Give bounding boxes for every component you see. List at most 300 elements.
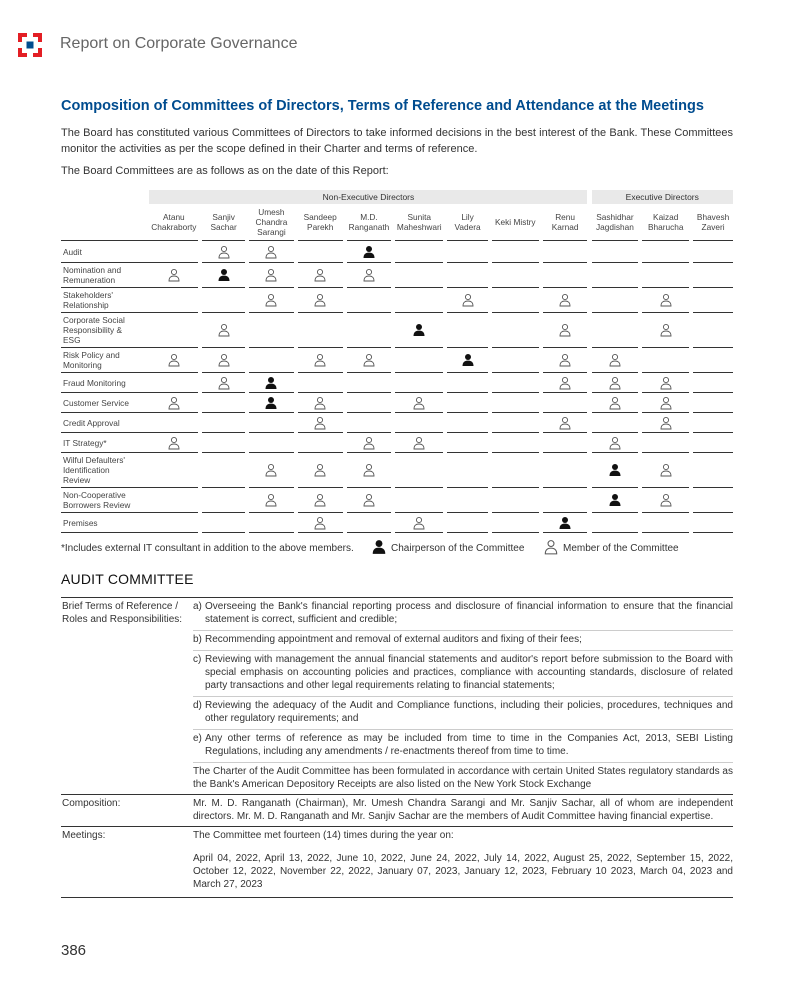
member-icon	[264, 268, 278, 282]
text-line: Bhavesh	[696, 212, 730, 222]
committee-row	[61, 393, 733, 413]
member-icon	[659, 416, 673, 430]
member-icon	[543, 539, 559, 555]
legend-chairperson-label: Chairperson of the Committee	[391, 542, 525, 554]
membership-cell	[249, 453, 294, 488]
membership-cell	[202, 241, 245, 263]
member-icon	[362, 268, 376, 282]
membership-cell	[298, 373, 343, 393]
membership-cell	[249, 313, 294, 348]
membership-cell	[492, 413, 539, 433]
audit-committee-title: AUDIT COMMITTEE	[61, 571, 194, 587]
membership-cell	[347, 313, 392, 348]
membership-cell	[492, 348, 539, 373]
text-line: IT Strategy*	[63, 437, 107, 448]
membership-cell	[149, 488, 198, 513]
composition-label: Composition:	[61, 795, 191, 827]
chairperson-icon	[461, 353, 475, 367]
committee-row	[61, 348, 733, 373]
membership-cell	[395, 348, 443, 373]
member-icon	[264, 463, 278, 477]
membership-cell	[395, 433, 443, 453]
text-line: Chandra	[255, 217, 288, 227]
membership-cell	[395, 413, 443, 433]
terms-item-letter: e)	[193, 733, 202, 744]
membership-cell	[249, 241, 294, 263]
terms-item-text: Recommending appointment and removal of external auditors and fixing of their fees;	[205, 634, 582, 645]
text-line: Credit Approval	[63, 417, 120, 428]
composition-text: Mr. M. D. Ranganath (Chairman), Mr. Umesh Chandra Sarangi and Mr. Sanjiv Sachar, all of whom are independent directors. Mr. M. D. Ranganath and Mr. Sanjiv Sachar are the members of Audit Committee having financial expertise.	[193, 798, 733, 822]
committee-membership-table	[61, 190, 733, 533]
group-header-blank	[61, 190, 149, 204]
legend-member	[543, 539, 679, 555]
membership-cell	[202, 393, 245, 413]
chairperson-icon	[217, 268, 231, 282]
committee-name	[61, 393, 149, 413]
member-icon	[313, 463, 327, 477]
membership-cell	[642, 413, 689, 433]
membership-cell	[447, 313, 488, 348]
terms-item	[193, 730, 733, 763]
membership-cell	[693, 513, 733, 533]
member-icon	[558, 416, 572, 430]
meetings-intro: The Committee met fourteen (14) times during the year on:	[193, 830, 454, 841]
membership-cell	[447, 453, 488, 488]
director-name-header	[642, 204, 689, 241]
committee-row	[61, 513, 733, 533]
membership-cell	[298, 288, 343, 313]
membership-cell	[298, 313, 343, 348]
membership-cell	[492, 373, 539, 393]
member-icon	[217, 376, 231, 390]
meetings-row	[61, 827, 733, 898]
membership-cell	[395, 313, 443, 348]
membership-cell	[202, 373, 245, 393]
membership-cell	[543, 513, 588, 533]
membership-cell	[642, 393, 689, 413]
membership-cell	[249, 393, 294, 413]
text-line: ESG	[63, 335, 81, 345]
membership-cell	[298, 513, 343, 533]
member-icon	[659, 293, 673, 307]
membership-cell	[249, 488, 294, 513]
chairperson-icon	[412, 323, 426, 337]
member-icon	[362, 463, 376, 477]
text-line: Karnad	[551, 222, 579, 232]
membership-cell	[298, 348, 343, 373]
text-line: Zaveri	[701, 222, 725, 232]
membership-cell	[298, 393, 343, 413]
membership-cell	[543, 413, 588, 433]
membership-cell	[347, 263, 392, 288]
terms-content	[191, 598, 733, 795]
audit-committee-table	[61, 597, 733, 898]
membership-cell	[543, 373, 588, 393]
membership-cell	[202, 288, 245, 313]
membership-cell	[249, 413, 294, 433]
membership-cell	[592, 373, 639, 393]
membership-cell	[642, 288, 689, 313]
membership-cell	[592, 313, 639, 348]
member-icon	[659, 376, 673, 390]
membership-cell	[642, 373, 689, 393]
member-icon	[167, 436, 181, 450]
membership-cell	[347, 488, 392, 513]
director-name-header	[395, 204, 443, 241]
director-name-header	[149, 204, 198, 241]
member-icon	[558, 323, 572, 337]
text-line: Keki Mistry	[495, 217, 536, 227]
membership-cell	[492, 488, 539, 513]
membership-cell	[592, 513, 639, 533]
membership-cell	[298, 433, 343, 453]
membership-cell	[642, 433, 689, 453]
membership-cell	[543, 288, 588, 313]
text-line: Sarangi	[257, 227, 286, 237]
text-line: Nomination and	[63, 265, 122, 275]
member-icon	[217, 245, 231, 259]
chairperson-icon	[608, 463, 622, 477]
membership-cell	[202, 313, 245, 348]
terms-item-letter: a)	[193, 601, 202, 612]
membership-cell	[642, 453, 689, 488]
member-icon	[167, 396, 181, 410]
report-header-title: Report on Corporate Governance	[60, 35, 298, 52]
member-icon	[461, 293, 475, 307]
membership-cell	[642, 263, 689, 288]
membership-cell	[202, 453, 245, 488]
terms-item-text: Reviewing with management the annual financial statements and auditor's report before submission to the Board with special emphasis on accounting policies and practices, compliance with accounting standards, disclosure of related party transactions and other legal requirements relating to financial statements;	[205, 654, 733, 691]
text-line: Atanu	[162, 212, 185, 222]
member-icon	[313, 493, 327, 507]
text-line: Vadera	[454, 222, 481, 232]
membership-cell	[202, 433, 245, 453]
membership-cell	[592, 241, 639, 263]
committee-row	[61, 373, 733, 393]
membership-cell	[693, 313, 733, 348]
membership-cell	[642, 241, 689, 263]
chairperson-icon	[558, 516, 572, 530]
membership-cell	[693, 241, 733, 263]
membership-cell	[298, 413, 343, 433]
committee-row	[61, 433, 733, 453]
membership-cell	[447, 263, 488, 288]
membership-cell	[447, 488, 488, 513]
terms-item-text: Reviewing the adequacy of the Audit and Compliance functions, including their policies, procedures, techniques and other regulatory requirements; and	[205, 700, 733, 724]
membership-cell	[347, 513, 392, 533]
terms-item-letter: d)	[193, 700, 202, 711]
text-line: Sunita	[407, 212, 432, 222]
page-number: 386	[61, 942, 87, 959]
membership-cell	[149, 513, 198, 533]
committee-row	[61, 313, 733, 348]
membership-cell	[642, 513, 689, 533]
membership-cell	[395, 288, 443, 313]
member-icon	[313, 416, 327, 430]
meetings-dates: April 04, 2022, April 13, 2022, June 10, 2022, June 24, 2022, July 14, 2022, August 25, 2022, September 15, 2022, October 12, 2022, November 22, 2022, January 07, 2023, January 12, 2023, February 10 2023, March 04, 2023 and March 27, 2023	[193, 853, 733, 890]
member-icon	[313, 396, 327, 410]
membership-cell	[298, 263, 343, 288]
membership-cell	[249, 288, 294, 313]
section-intro-2: The Board Committees are as follows as on the date of this Report:	[61, 165, 389, 177]
member-icon	[412, 436, 426, 450]
membership-cell	[447, 288, 488, 313]
membership-cell	[395, 373, 443, 393]
director-name-header	[347, 204, 392, 241]
membership-cell	[149, 393, 198, 413]
membership-cell	[543, 241, 588, 263]
committee-name	[61, 263, 149, 288]
member-icon	[608, 376, 622, 390]
membership-cell	[149, 313, 198, 348]
membership-cell	[693, 373, 733, 393]
member-icon	[659, 396, 673, 410]
membership-cell	[347, 453, 392, 488]
text-line: Stakeholders'	[63, 290, 114, 300]
membership-cell	[149, 348, 198, 373]
text-line: Umesh	[258, 207, 285, 217]
membership-cell	[693, 348, 733, 373]
membership-cell	[149, 288, 198, 313]
text-line: Monitoring	[63, 360, 102, 370]
bank-logo-icon	[18, 33, 42, 57]
membership-cell	[447, 348, 488, 373]
committee-name	[61, 513, 149, 533]
committee-row	[61, 241, 733, 263]
text-line: Sandeep	[303, 212, 337, 222]
membership-cell	[202, 348, 245, 373]
membership-cell	[693, 413, 733, 433]
membership-cell	[543, 348, 588, 373]
director-group-header-row	[61, 190, 733, 204]
committee-name	[61, 288, 149, 313]
membership-cell	[592, 263, 639, 288]
membership-cell	[249, 263, 294, 288]
membership-cell	[693, 433, 733, 453]
membership-cell	[395, 241, 443, 263]
membership-cell	[492, 263, 539, 288]
membership-cell	[492, 393, 539, 413]
text-line: Customer Service	[63, 397, 129, 408]
text-line: Maheshwari	[396, 222, 442, 232]
chairperson-icon	[371, 539, 387, 555]
committee-name	[61, 348, 149, 373]
committee-name	[61, 241, 149, 263]
terms-item-text: Overseeing the Bank's financial reporting process and disclosure of financial information to ensure that the financial statement is correct, sufficient and credible;	[205, 601, 733, 625]
committee-name	[61, 488, 149, 513]
membership-cell	[642, 488, 689, 513]
text-line: Kaizad	[653, 212, 679, 222]
terms-item-letter: c)	[193, 654, 202, 665]
membership-cell	[447, 513, 488, 533]
membership-cell	[592, 453, 639, 488]
membership-cell	[149, 433, 198, 453]
membership-cell	[149, 241, 198, 263]
terms-label: Brief Terms of Reference / Roles and Responsibilities:	[61, 598, 191, 795]
membership-cell	[543, 488, 588, 513]
membership-cell	[298, 241, 343, 263]
membership-cell	[492, 288, 539, 313]
terms-item	[193, 598, 733, 631]
text-line: Review	[63, 475, 91, 485]
membership-cell	[492, 453, 539, 488]
membership-cell	[492, 433, 539, 453]
chairperson-icon	[264, 396, 278, 410]
membership-cell	[149, 413, 198, 433]
terms-list	[193, 598, 733, 763]
text-line: Ranganath	[348, 222, 390, 232]
membership-cell	[543, 433, 588, 453]
legend-member-label: Member of the Committee	[563, 542, 679, 554]
membership-cell	[642, 313, 689, 348]
member-icon	[217, 323, 231, 337]
membership-cell	[395, 263, 443, 288]
text-line: Identification	[63, 465, 110, 475]
committee-name	[61, 433, 149, 453]
membership-cell	[492, 241, 539, 263]
membership-cell	[249, 348, 294, 373]
member-icon	[659, 323, 673, 337]
membership-cell	[447, 433, 488, 453]
membership-cell	[249, 513, 294, 533]
member-icon	[412, 516, 426, 530]
text-line: Remuneration	[63, 275, 116, 285]
text-line: Risk Policy and	[63, 350, 120, 360]
committee-row	[61, 263, 733, 288]
membership-cell	[592, 413, 639, 433]
membership-cell	[693, 288, 733, 313]
member-icon	[608, 396, 622, 410]
text-line: Renu	[555, 212, 576, 222]
director-name-header	[693, 204, 733, 241]
membership-cell	[592, 288, 639, 313]
text-line: Borrowers Review	[63, 500, 131, 510]
director-name-header	[249, 204, 294, 241]
text-line: Wilful Defaulters'	[63, 455, 125, 465]
membership-cell	[447, 393, 488, 413]
membership-cell	[395, 453, 443, 488]
director-name-header	[592, 204, 639, 241]
member-icon	[558, 353, 572, 367]
membership-cell	[543, 393, 588, 413]
terms-item-letter: b)	[193, 634, 202, 645]
membership-cell	[395, 488, 443, 513]
membership-cell	[592, 393, 639, 413]
membership-cell	[592, 488, 639, 513]
member-icon	[558, 376, 572, 390]
membership-cell	[347, 393, 392, 413]
text-line: Lily	[461, 212, 474, 222]
composition-row	[61, 795, 733, 827]
membership-cell	[202, 488, 245, 513]
member-icon	[362, 436, 376, 450]
member-icon	[362, 493, 376, 507]
committee-row	[61, 488, 733, 513]
membership-cell	[543, 263, 588, 288]
member-icon	[167, 353, 181, 367]
member-icon	[659, 493, 673, 507]
membership-cell	[395, 393, 443, 413]
membership-cell	[347, 373, 392, 393]
membership-cell	[447, 241, 488, 263]
text-line: Relationship	[63, 300, 109, 310]
membership-cell	[249, 433, 294, 453]
text-line: Chakraborty	[151, 222, 197, 232]
member-icon	[608, 436, 622, 450]
director-name-header	[543, 204, 588, 241]
membership-cell	[249, 373, 294, 393]
director-names-row	[61, 204, 733, 241]
membership-cell	[592, 348, 639, 373]
text-line: Audit	[63, 246, 82, 257]
text-line: Parekh	[307, 222, 334, 232]
director-name-header	[492, 204, 539, 241]
membership-cell	[202, 513, 245, 533]
member-icon	[313, 516, 327, 530]
member-icon	[313, 293, 327, 307]
meetings-label: Meetings:	[61, 827, 191, 898]
text-line: Sanjiv	[212, 212, 235, 222]
membership-cell	[447, 413, 488, 433]
section-title: Composition of Committees of Directors, Terms of Reference and Attendance at the Meetings	[61, 98, 704, 114]
chairperson-icon	[264, 376, 278, 390]
member-icon	[167, 268, 181, 282]
membership-cell	[149, 453, 198, 488]
text-line: Sashidhar	[596, 212, 634, 222]
membership-cell	[298, 453, 343, 488]
terms-item-text: Any other terms of reference as may be included from time to time in the Companies Act, 2013, SEBI Listing Regulations, including any amendments / re-enactments thereof from time to time.	[205, 733, 733, 757]
membership-cell	[149, 373, 198, 393]
text-line: Fraud Monitoring	[63, 377, 126, 388]
membership-cell	[693, 263, 733, 288]
membership-cell	[347, 413, 392, 433]
membership-cell	[347, 241, 392, 263]
audit-charter-note: The Charter of the Audit Committee has been formulated in accordance with certain United States regulatory standards as the Bank's American Depository Receipts are also listed on the New York Stock Exchange	[193, 766, 733, 790]
member-icon	[264, 293, 278, 307]
terms-item	[193, 631, 733, 651]
member-icon	[313, 268, 327, 282]
text-line: Responsibility &	[63, 325, 123, 335]
director-name-header	[447, 204, 488, 241]
meetings-content	[193, 827, 733, 897]
membership-cell	[693, 393, 733, 413]
membership-cell	[149, 263, 198, 288]
membership-cell	[592, 433, 639, 453]
membership-cell	[347, 433, 392, 453]
membership-cell	[693, 453, 733, 488]
member-icon	[608, 353, 622, 367]
member-icon	[264, 493, 278, 507]
member-icon	[412, 396, 426, 410]
member-icon	[264, 245, 278, 259]
membership-cell	[447, 373, 488, 393]
section-intro: The Board has constituted various Committees of Directors to take informed decisions in the best interest of the Bank. These Committees monitor the activities as per the scope defined in their Charter and terms of reference.	[61, 127, 733, 155]
director-name-header	[298, 204, 343, 241]
committee-name	[61, 313, 149, 348]
non-executive-group-header: Non-Executive Directors	[149, 190, 587, 204]
committee-name	[61, 453, 149, 488]
membership-cell	[543, 453, 588, 488]
legend-chairperson	[371, 539, 524, 555]
member-icon	[659, 463, 673, 477]
member-icon	[362, 353, 376, 367]
membership-cell	[347, 288, 392, 313]
membership-cell	[202, 263, 245, 288]
membership-cell	[642, 348, 689, 373]
committee-name	[61, 373, 149, 393]
text-line: M.D.	[360, 212, 378, 222]
member-icon	[217, 353, 231, 367]
